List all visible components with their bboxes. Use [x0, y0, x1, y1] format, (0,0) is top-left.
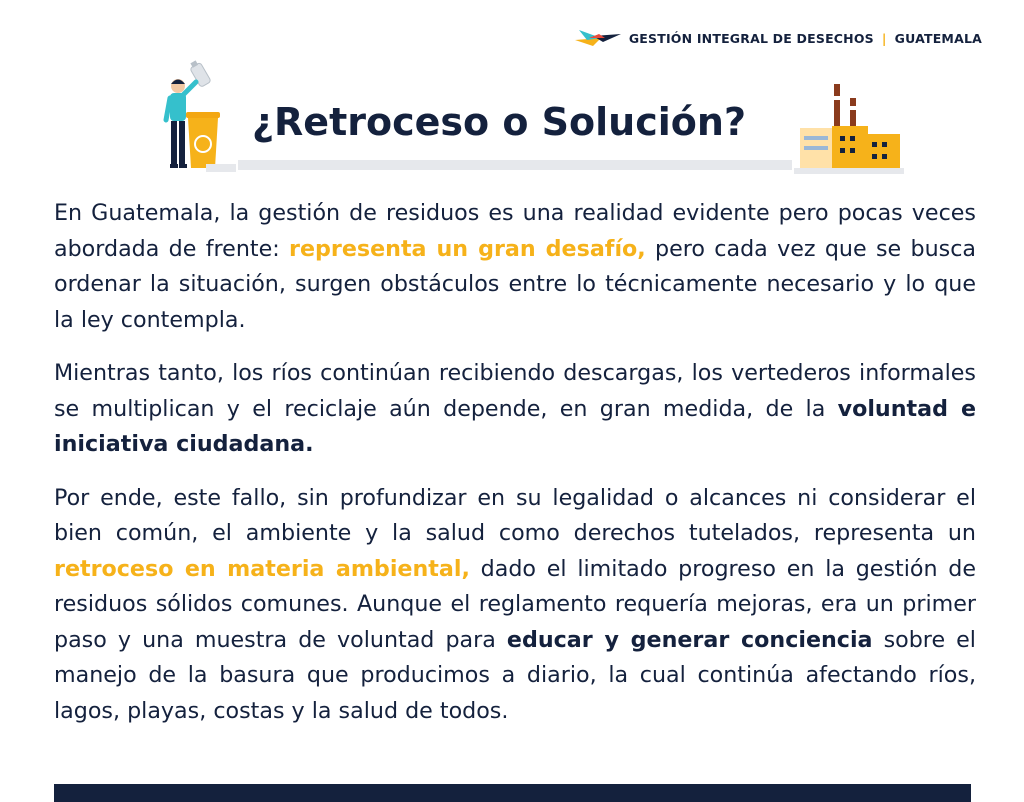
person-recycling-icon: [158, 60, 238, 174]
brand-country: GUATEMALA: [894, 30, 982, 46]
article-body: [54, 196, 976, 747]
paragraph-1: [54, 196, 976, 338]
paragraph-3: [54, 481, 976, 730]
text-span: sobre el manejo de la basura que producimos a diario, la cual continúa afectando ríos, lagos, playas, costas y la salud de todos.: [54, 626, 976, 724]
brand-header: [575, 26, 982, 50]
text-span: dado el limitado progreso en la gestión de residuos sólidos comunes. Aunque el reglamento requería mejoras, era un primer paso y una muestra de voluntad para: [54, 555, 977, 653]
bold-citizen-will: voluntad e iniciativa ciudadana.: [54, 395, 977, 457]
paragraph-2: [54, 356, 976, 463]
text-span: pero cada vez que se busca ordenar la situación, surgen obstáculos entre lo técnicamente necesario y lo que la ley contempla.: [54, 235, 976, 333]
highlight-setback: retroceso en materia ambiental,: [54, 555, 470, 582]
title-underline: [238, 160, 792, 170]
footer-bar: [54, 784, 971, 802]
text-span: En Guatemala, la gestión de residuos es una realidad evidente pero pocas veces abordada de frente:: [54, 200, 976, 262]
brand-name: GESTIÓN INTEGRAL DE DESECHOS: [628, 30, 874, 46]
brand-separator: |: [881, 30, 887, 46]
text-span: Por ende, este fallo, sin profundizar en su legalidad o alcances ni considerar el bien común, el ambiente y la salud como derechos tutelados, representa un: [54, 484, 976, 546]
title-section: [0, 60, 1024, 190]
bold-educate: educar y generar conciencia: [506, 626, 873, 653]
highlight-challenge: representa un gran desafío,: [289, 235, 646, 262]
text-span: Mientras tanto, los ríos continúan recibiendo descargas, los vertederos informales se multiplican y el reciclaje aún depende, en gran medida, de la: [54, 360, 976, 422]
brand-logo-icon: [575, 26, 621, 50]
factory-icon: [794, 78, 904, 174]
page-title: ¿Retroceso o Solución?: [252, 100, 746, 144]
